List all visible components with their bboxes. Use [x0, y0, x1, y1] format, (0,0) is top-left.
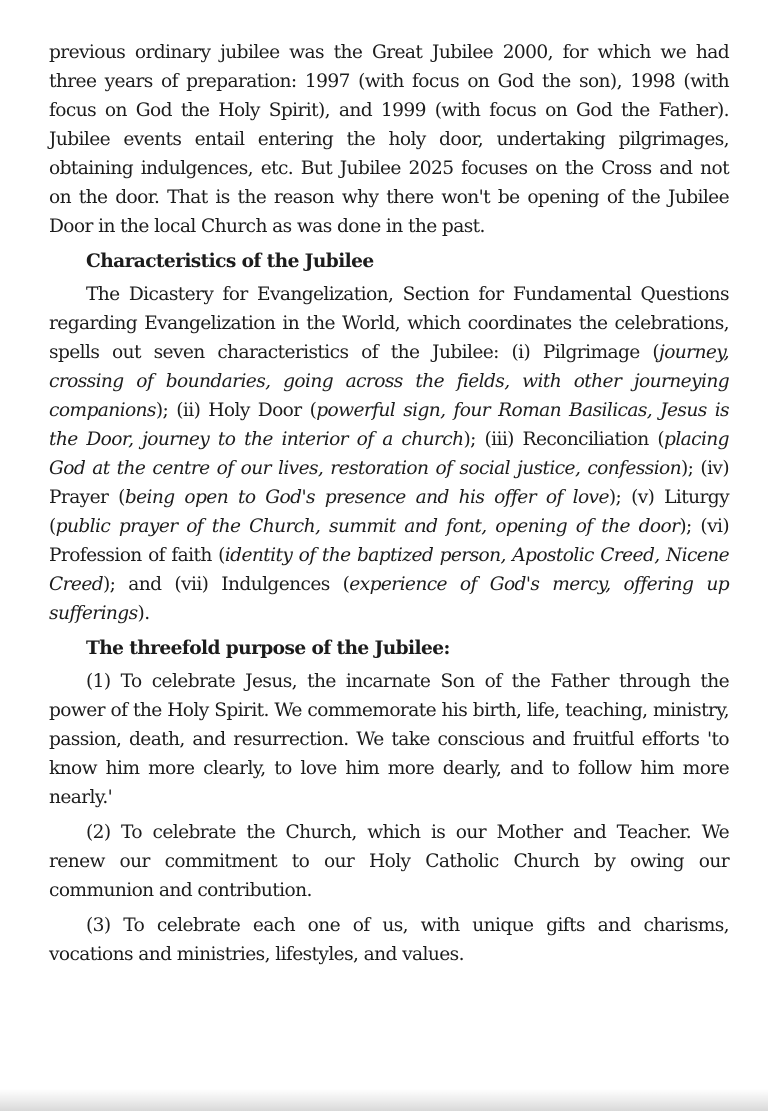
- purpose-heading: The threefold purpose of the Jubilee:: [86, 638, 450, 659]
- separator: ); (vi) Profession of faith (: [49, 516, 729, 566]
- pilgrimage-description: journey, crossing of boundaries, going across the fields, with other journeying companions: [49, 342, 729, 421]
- purpose-point-3: (3) To celebrate each one of us, with unique gifts and charisms, vocations and ministries, lifestyles, and values.: [49, 915, 729, 965]
- reconciliation-description: placing God at the centre of our lives, restoration of social justice, confession: [49, 429, 729, 479]
- document-page: [49, 38, 729, 969]
- prayer-description: being open to God's presence and his offer of love: [124, 487, 609, 508]
- indulgences-description: experience of God's mercy, offering up sufferings: [49, 574, 729, 624]
- separator: ); and (vii) Indulgences (: [103, 574, 350, 595]
- liturgy-description: public prayer of the Church, summit and font, opening of the door: [55, 516, 680, 537]
- separator: ); (iv) Prayer (: [49, 458, 729, 508]
- characteristics-heading: Characteristics of the Jubilee: [86, 251, 374, 272]
- separator: ); (iii) Reconciliation (: [463, 429, 665, 450]
- purpose-point-2: (2) To celebrate the Church, which is our Mother and Teacher. We renew our commitment to our Holy Catholic Church by owing our communion and contribution.: [49, 822, 729, 901]
- holy-door-description: powerful sign, four Roman Basilicas, Jesus is the Door, journey to the interior of a church: [49, 400, 729, 450]
- separator: ).: [137, 603, 150, 624]
- intro-paragraph: previous ordinary jubilee was the Great Jubilee 2000, for which we had three years of preparation: 1997 (with focus on God the son), 1998 (with focus on God the Holy Spirit), and 1999 (with focus on God the Father). Jubilee events entail entering the holy door, undertaking pilgrimages, obtaining indulgences, etc. But Jubilee 2025 focuses on the Cross and not on the door. That is the reason why there won't be opening of the Jubilee Door in the local Church as was done in the past.: [49, 42, 729, 237]
- separator: ); (v) Liturgy (: [49, 487, 729, 537]
- separator: ); (ii) Holy Door (: [155, 400, 317, 421]
- profession-of-faith-description: identity of the baptized person, Apostolic Creed, Nicene Creed: [49, 545, 729, 595]
- characteristics-paragraph: [49, 280, 729, 628]
- scan-shadow-edge: [0, 1089, 768, 1111]
- purpose-point-1: (1) To celebrate Jesus, the incarnate Son of the Father through the power of the Holy Spirit. We commemorate his birth, life, teaching, ministry, passion, death, and resurrection. We take conscious and fruitful efforts 'to know him more clearly, to love him more dearly, and to follow him more nearly.': [49, 671, 729, 808]
- characteristics-lead: The Dicastery for Evangelization, Section for Fundamental Questions regarding Evangelization in the World, which coordinates the celebrations, spells out seven characteristics of the Jubilee: (i) Pilgrimage (: [49, 284, 729, 363]
